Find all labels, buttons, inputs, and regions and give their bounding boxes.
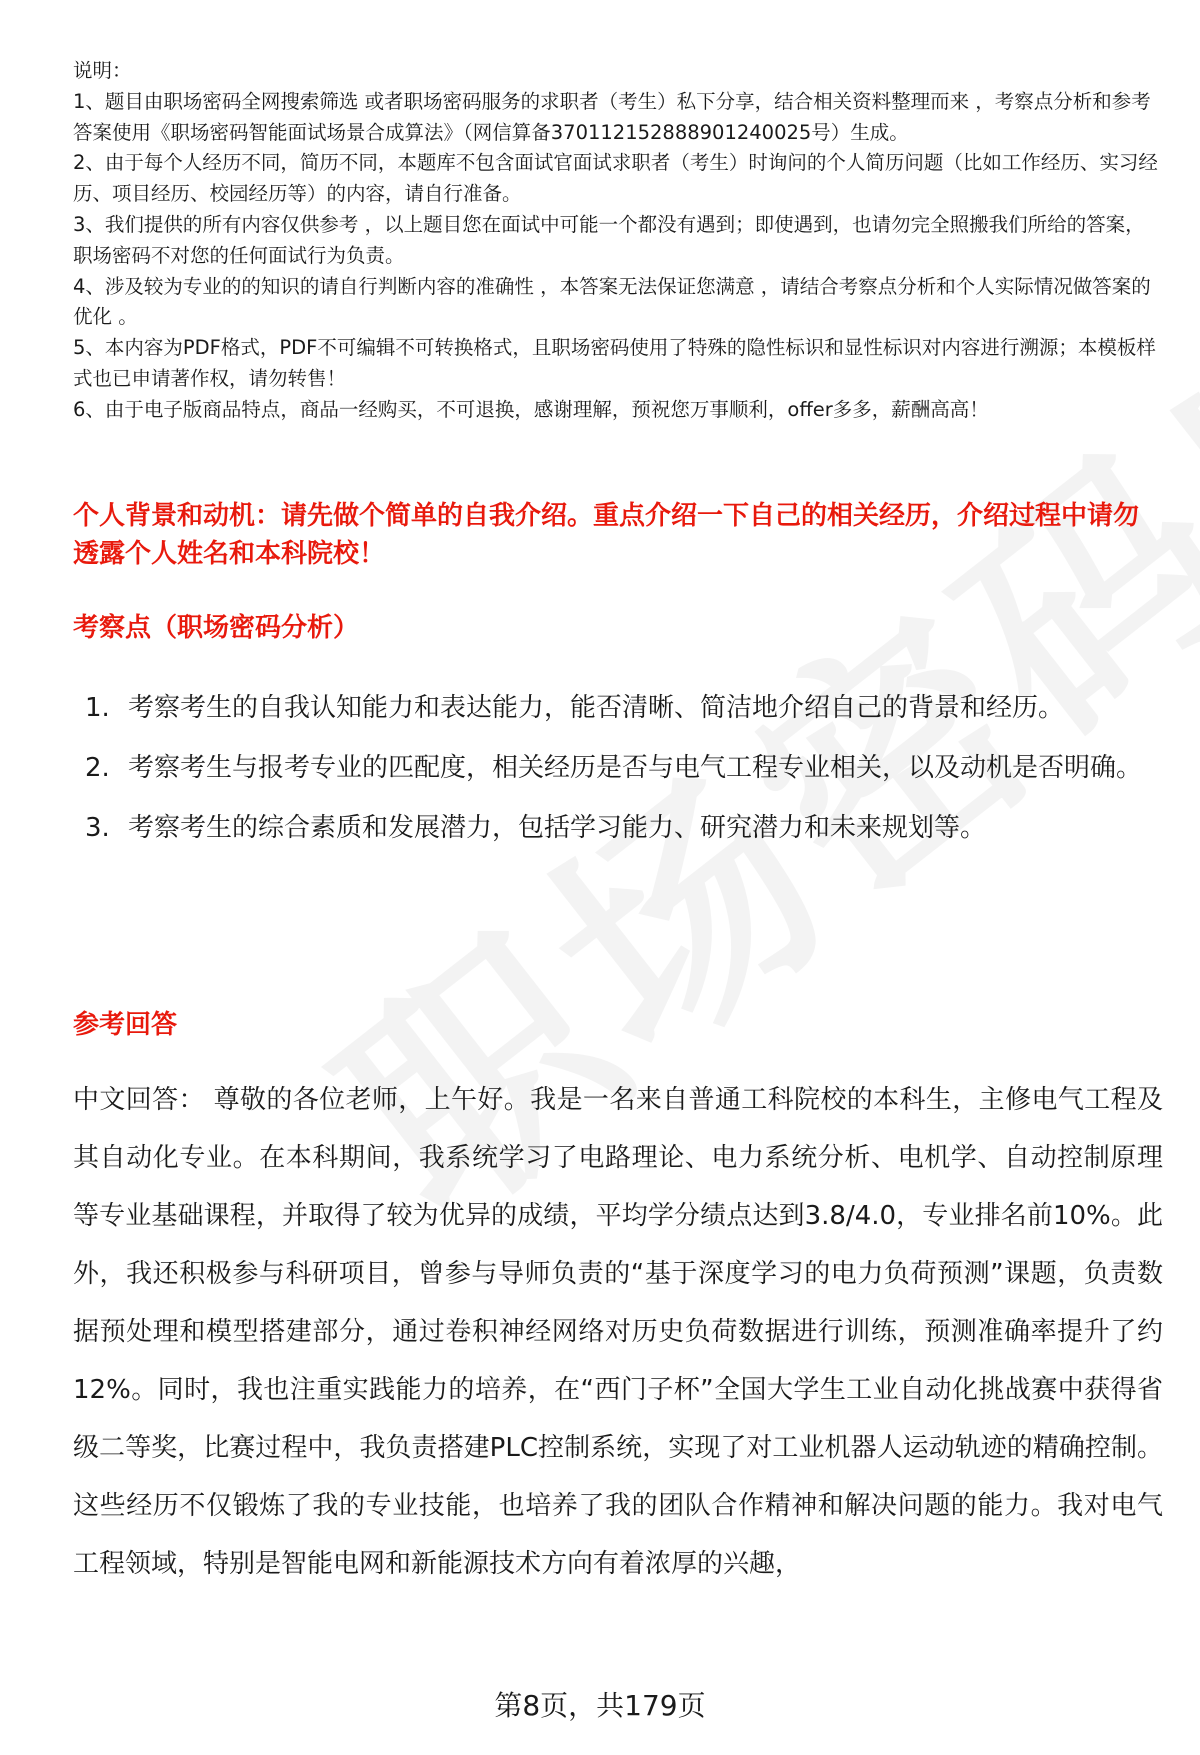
list-number: 1.: [85, 693, 110, 723]
interview-question: 个人背景和动机：请先做个简单的自我介绍。重点介绍一下自己的相关经历，介绍过程中请勿透露个人姓名和本科院校！: [73, 501, 1140, 569]
notes-section: [73, 56, 1163, 426]
exam-point-text: 考察考生的综合素质和发展潜力，包括学习能力、研究潜力和未来规划等。: [128, 813, 987, 843]
note-item: 3、我们提供的所有内容仅供参考 ，以上题目您在面试中可能一个都没有遇到；即使遇到，也请勿完全照搬我们所给的答案，职场密码不对您的任何面试行为负责。: [73, 212, 1145, 267]
exam-point-text: 考察考生的自我认知能力和表达能力，能否清晰、简洁地介绍自己的背景和经历。: [128, 693, 1065, 723]
list-number: 3.: [85, 813, 110, 843]
note-item: 4、涉及较为专业的的知识的请自行判断内容的准确性 ，本答案无法保证您满意 ，请结合考察点分析和个人实际情况做答案的优化 。: [73, 274, 1151, 329]
note-item: 2、由于每个人经历不同，简历不同，本题库不包含面试官面试求职者（考生）时询问的个人简历问题（比如工作经历、实习经历、项目经历、校园经历等）的内容，请自行准备。: [73, 151, 1158, 206]
reference-answer-text: 中文回答： 尊敬的各位老师，上午好。我是一名来自普通工科院校的本科生，主修电气工程及其自动化专业。在本科期间，我系统学习了电路理论、电力系统分析、电机学、自动控制原理等专业基础课程，并取得了较为优异的成绩，平均学分绩点达到3.8/4.0，专业排名前10%。此外，我还积极参与科研项目，曾参与导师负责的“基于深度学习的电力负荷预测”课题，负责数据预处理和模型搭建部分，通过卷积神经网络对历史负荷数据进行训练，预测准确率提升了约12%。同时，我也注重实践能力的培养，在“西门子杯”全国大学生工业自动化挑战赛中获得省级二等奖，比赛过程中，我负责搭建PLC控制系统，实现了对工业机器人运动轨迹的精确控制。这些经历不仅锻炼了我的专业技能，也培养了我的团队合作精神和解决问题的能力。我对电气工程领域，特别是智能电网和新能源技术方向有着浓厚的兴趣，: [73, 1085, 1163, 1579]
note-item: 6、由于电子版商品特点，商品一经购买，不可退换，感谢理解，预祝您万事顺利，offer多多，薪酬高高！: [73, 397, 989, 421]
exam-point-item: [85, 798, 1165, 858]
exam-points-title: 考察点（职场密码分析）: [73, 613, 360, 643]
note-item: 5、本内容为PDF格式，PDF不可编辑不可转换格式，且职场密码使用了特殊的隐性标识和显性标识对内容进行溯源；本模板样式也已申请著作权，请勿转售！: [73, 336, 1156, 390]
reference-answer-title: 参考回答: [73, 1010, 178, 1040]
page-number: 第8页，共179页: [494, 1689, 706, 1722]
note-item: 1、题目由职场密码全网搜索筛选 或者职场密码服务的求职者（考生）私下分享，结合相关资料整理而来 ，考察点分析和参考答案使用《职场密码智能面试场景合成算法》（网信算备370112152888901240025号）生成。: [73, 89, 1151, 144]
exam-point-item: [85, 678, 1165, 738]
exam-points-list: [85, 678, 1165, 858]
notes-heading: 说明：: [73, 59, 132, 82]
list-number: 2.: [85, 753, 110, 783]
exam-point-item: [85, 738, 1165, 798]
exam-point-text: 考察考生与报考专业的匹配度，相关经历是否与电气工程专业相关，以及动机是否明确。: [128, 753, 1143, 783]
